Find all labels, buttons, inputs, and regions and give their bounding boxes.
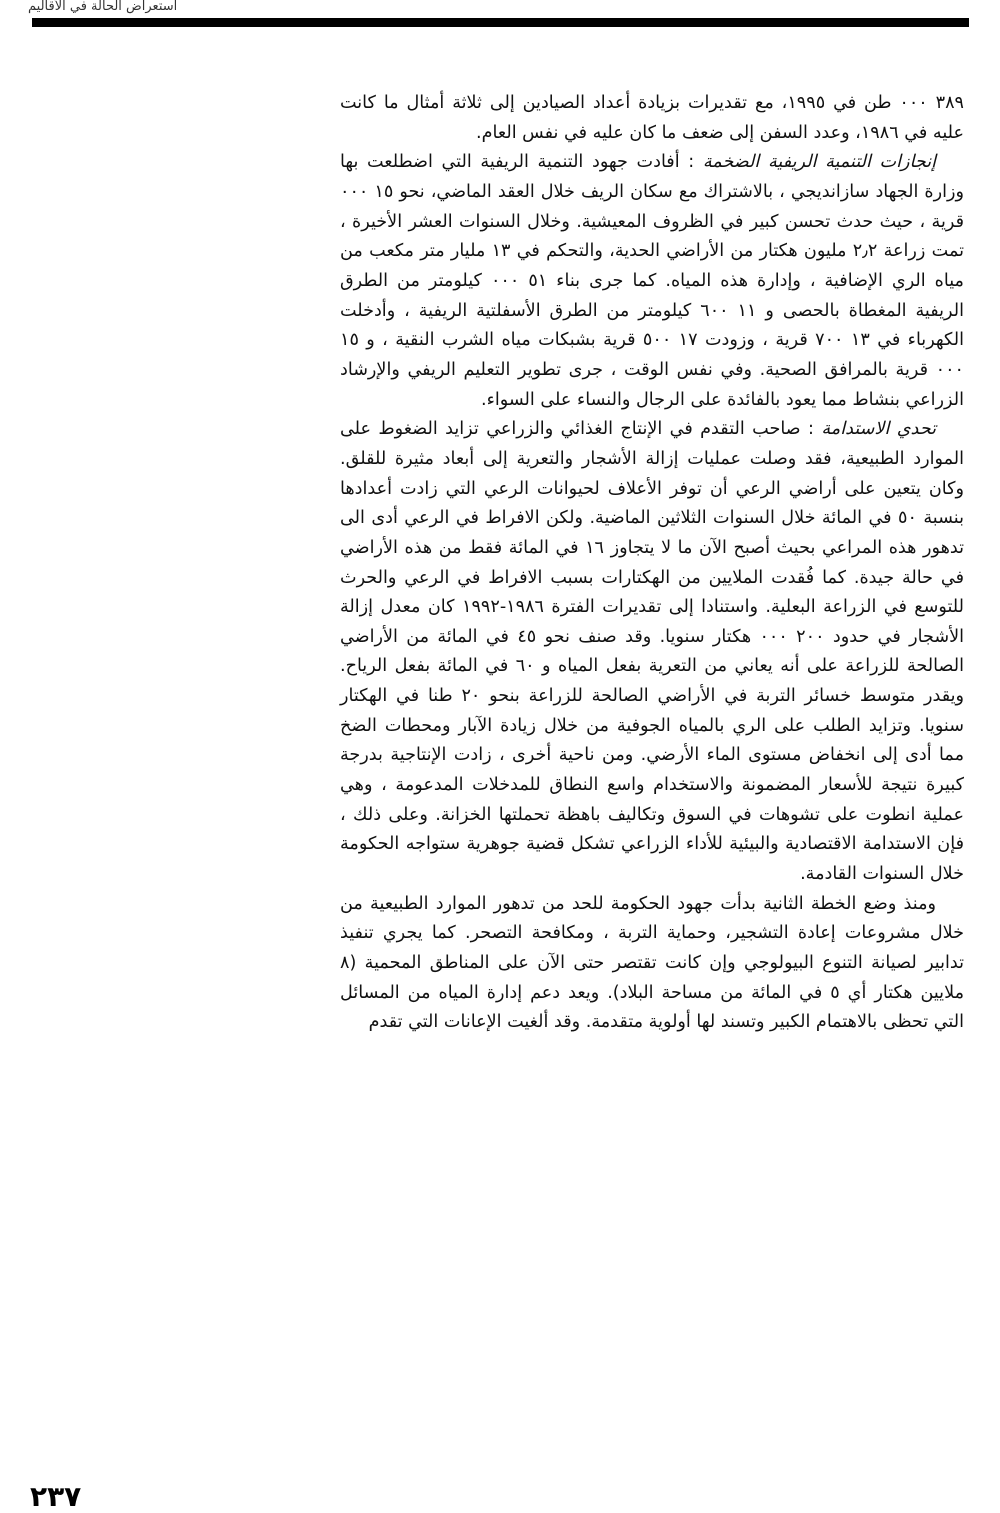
paragraph-3-text: : صاحب التقدم في الإنتاج الغذائي والزراعي تزايد الضغوط على الموارد الطبيعية، فقد وصلت عمليات إزالة الأشجار والتعرية إلى أبعاد مثيرة للقلق. وكان يتعين على أراضي الرعي أن توفر الأعلاف لحيوانات الرعي التي زادت أعدادها بنسبة ٥٠ في المائة خلال السنوات الثلاثين الماضية. ولكن الافراط في الرعي أدى الى تدهور هذه المراعي بحيث أصبح الآن ما لا يتجاوز ١٦ في المائة فقط من هذه الأراضي في حالة جيدة. كما فُقدت الملايين من الهكتارات بسبب الافراط في الرعي والحرث للتوسع في الزراعة البعلية. واستنادا إلى تقديرات الفترة ١٩٨٦-١٩٩٢ كان معدل إزالة الأشجار في حدود ٢٠٠ ٠٠٠ هكتار سنويا. وقد صنف نحو ٤٥ في المائة من الأراضي الصالحة للزراعة على أنه يعاني من التعرية بفعل المياه و ٦٠ في المائة بفعل الرياح. ويقدر متوسط خسائر التربة في الأراضي الصالحة للزراعة بنحو ٢٠ طنا في الهكتار سنويا. وتزايد الطلب على الري بالمياه الجوفية من خلال زيادة الآبار ومحطات الضخ مما أدى إلى انخفاض مستوى الماء الأرضي. ومن ناحية أخرى ، زادت الإنتاجية بدرجة كبيرة نتيجة للأسعار المضمونة والاستخدام واسع النطاق للمدخلات المدعومة ، وهي عملية انطوت على تشوهات في السوق وتكاليف باهظة تحملتها الخزانة. وعلى ذلك ، فإن الاستدامة الاقتصادية والبيئية للأداء الزراعي تشكل قضية جوهرية ستواجه الحكومة خلال السنوات القادمة.	[340, 419, 964, 885]
running-header	[28, 0, 238, 16]
running-header-title: استعراض الحالة في الأقاليم	[28, 0, 178, 14]
paragraph-2	[340, 148, 964, 415]
paragraph-3	[340, 415, 964, 890]
paragraph-1-text: ٣٨٩ ٠٠٠ طن في ١٩٩٥، مع تقديرات بزيادة أعداد الصيادين إلى ثلاثة أمثال ما كانت عليه في ١٩٨٦، وعدد السفن إلى ضعف ما كان عليه في نفس العام.	[340, 93, 965, 143]
paragraph-4	[340, 890, 964, 1038]
paragraph-4-text: ومنذ وضع الخطة الثانية بدأت جهود الحكومة للحد من تدهور الموارد الطبيعية من خلال مشروعات إعادة التشجير، وحماية التربة ، ومكافحة التصحر. كما يجري تنفيذ تدابير لصيانة التنوع البيولوجي وإن كانت تقتصر حتى الآن على المناطق المحمية (٨ ملايين هكتار أي ٥ في المائة من مساحة البلاد). ويعد دعم إدارة المياه من المسائل التي تحظى بالاهتمام الكبير وتسند لها أولوية متقدمة. وقد ألغيت الإعانات التي تقدم	[340, 893, 964, 1033]
text-body	[340, 89, 964, 1038]
paragraph-3-lead: تحدي الاستدامة	[821, 419, 936, 440]
paragraph-2-text: : أفادت جهود التنمية الريفية التي اضطلعت بها وزارة الجهاد سازانديجي ، بالاشتراك مع سكان الريف خلال العقد الماضي، نحو ١٥ ٠٠٠ قرية ، حيث حدث تحسن كبير في الظروف المعيشية. وخلال السنوات العشر الأخيرة ، تمت زراعة ٢٫٢ مليون هكتار من الأراضي الحدية، والتحكم في ١٣ مليار متر مكعب من مياه الري الإضافية ، وإدارة هذه المياه. كما جرى بناء ٥١ ٠٠٠ كيلومتر من الطرق الريفية المغطاة بالحصى و ١١ ٦٠٠ كيلومتر من الطرق الأسفلتية الريفية ، وأدخلت الكهرباء في ١٣ ٧٠٠ قرية ، وزودت ١٧ ٥٠٠ قرية بشبكات مياه الشرب النقية ، و ١٥ ٠٠٠ قرية بالمرافق الصحية. وفي نفس الوقت ، جرى تطوير التعليم الريفي والإرشاد الزراعي بنشاط مما يعود بالفائدة على الرجال والنساء على السواء.	[340, 152, 965, 410]
header-rule	[32, 18, 969, 27]
page-number: ٢٣٧	[30, 1480, 82, 1513]
paragraph-2-lead: إنجازات التنمية الريفية الضخمة	[702, 152, 936, 173]
paragraph-1	[340, 89, 964, 148]
